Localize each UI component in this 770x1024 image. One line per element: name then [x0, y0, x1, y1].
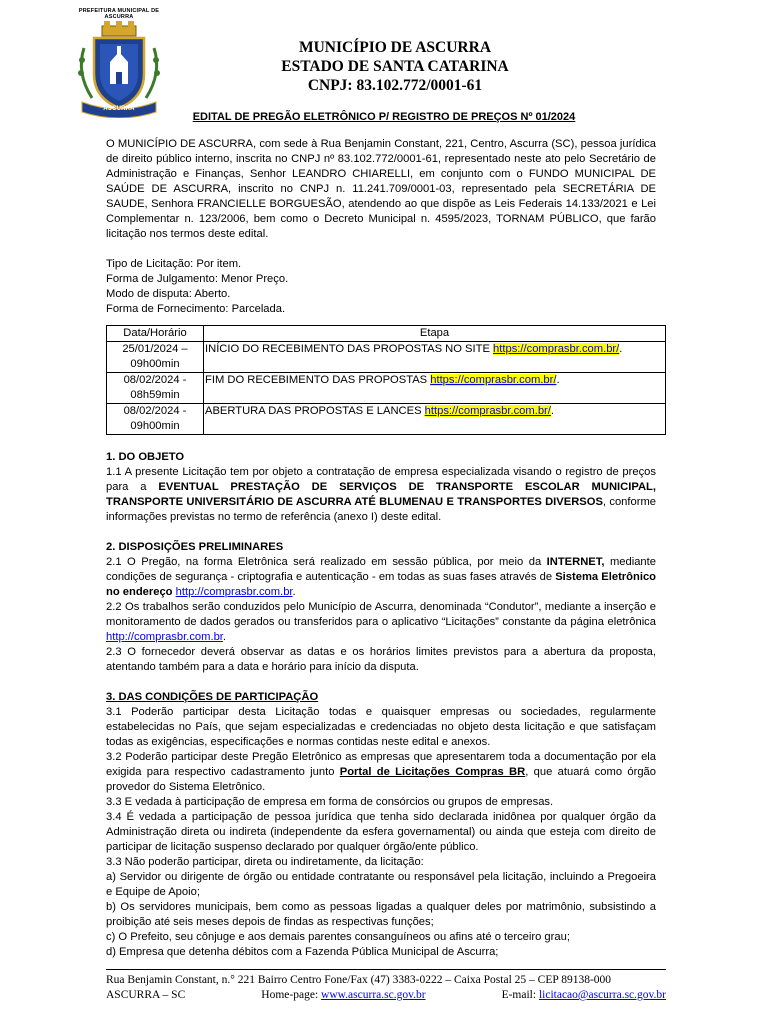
section-heading: 2. DISPOSIÇÕES PRELIMINARES — [106, 541, 284, 553]
schedule-header-row — [107, 326, 666, 342]
comprasbr-link[interactable]: http://comprasbr.com.br — [175, 586, 293, 598]
section-heading: 3. DAS CONDIÇÕES DE PARTICIPAÇÃO — [106, 691, 319, 703]
list-item: b) Os servidores municipais, bem como as pessoas ligadas a qualquer deles por matrimônio, subsistindo a proibição até seis meses depois de findas as respectivas funções; — [106, 901, 656, 928]
section-paragraph: 3.3 Não poderão participar, direta ou indiretamente, da licitação: — [106, 856, 424, 868]
info-line: Forma de Julgamento: Menor Preço. — [106, 273, 289, 285]
header-cnpj: CNPJ: 83.102.772/0001-61 — [307, 77, 483, 94]
document-body — [106, 137, 656, 960]
intro-paragraph: O MUNICÍPIO DE ASCURRA, com sede à Rua Benjamin Constant, 221, Centro, Ascurra (SC), pessoa jurídica de direito público interno, inscrita no CNPJ nº 83.102.772/0001-61, representado neste ato pelo Secretário de Administração e Finanças, Senhor LEANDRO CHIARELLI, em conjunto com o FUNDO MUNICIPAL DE SAÚDE DE ASCURRA, inscrito no CNPJ n. 11.241.709/0001-03, representado pela SECRETÁRIA DE SAUDE, Senhora FRANCIELLE BORGUESÃO, atendendo ao que dispõe as Leis Federais 14.133/2021 e Lei Complementar n. 123/2006, bem como o Decreto Municipal n. 4595/2023, TORNAM PÚBLICO, que farão licitação nos termos deste edital. — [106, 138, 656, 240]
coat-of-arms-icon — [70, 18, 168, 118]
schedule-datetime: 25/01/2024 – 09h00min — [107, 342, 204, 373]
footer-homepage: Home-page: www.ascurra.sc.gov.br — [261, 989, 426, 1001]
bidding-info — [106, 257, 656, 317]
info-line: Tipo de Licitação: Por item. — [106, 258, 242, 270]
section-paragraph: 1.1 A presente Licitação tem por objeto a contratação de empresa especializada visando o registro de preços para a EVENTUAL PRESTAÇÃO DE SERVIÇOS DE TRANSPORTE ESCOLAR MUNICIPAL, TRANSPORTE UNIVERSITÁRIO DE ASCURRA ATÉ BLUMENAU E TRANSPORTES DIVERSOS, conforme informações previstas no termo de referência (anexo I) deste edital. — [106, 466, 656, 523]
comprasbr-link[interactable]: https://comprasbr.com.br/ — [424, 405, 551, 417]
schedule-datetime: 08/02/2024 - 08h59min — [107, 373, 204, 404]
schedule-stage: FIM DO RECEBIMENTO DAS PROPOSTAS https://comprasbr.com.br/. — [204, 373, 666, 404]
section-heading: 1. DO OBJETO — [106, 451, 185, 463]
page-footer — [106, 973, 666, 1003]
list-item: d) Empresa que detenha débitos com a Fazenda Pública Municipal de Ascurra; — [106, 946, 499, 958]
schedule-row — [107, 342, 666, 373]
document-header — [230, 38, 560, 95]
schedule-stage: INÍCIO DO RECEBIMENTO DAS PROPOSTAS NO SITE https://comprasbr.com.br/. — [204, 342, 666, 373]
header-state: ESTADO DE SANTA CATARINA — [281, 58, 509, 75]
schedule-row — [107, 404, 666, 435]
info-line: Forma de Fornecimento: Parcelada. — [106, 303, 286, 315]
crest-caption: PREFEITURA MUNICIPAL DE ASCURRA — [78, 8, 160, 20]
comprasbr-link[interactable]: http://comprasbr.com.br — [106, 631, 223, 643]
footer-divider — [106, 969, 666, 970]
schedule-table — [106, 325, 666, 435]
municipal-crest-logo — [70, 6, 168, 114]
crest-ribbon-text: ASCURRA — [103, 106, 135, 112]
schedule-row — [107, 373, 666, 404]
comprasbr-link[interactable]: https://comprasbr.com.br/ — [493, 343, 620, 355]
footer-address: Rua Benjamin Constant, n.° 221 Bairro Centro Fone/Fax (47) 3383-0222 – Caixa Postal 25 – CEP 89138-000 — [106, 974, 612, 986]
schedule-header-stage: Etapa — [204, 326, 666, 342]
info-line: Modo de disputa: Aberto. — [106, 288, 231, 300]
section-paragraph: 3.2 Poderão participar deste Pregão Eletrônico as empresas que apresentarem toda a documentação por ela exigida para respectivo cadastramento junto Portal de Licitações Compras BR, que atuará como órgão provedor do Sistema Eletrônico. — [106, 751, 656, 793]
schedule-header-date: Data/Horário — [107, 326, 204, 342]
section-paragraph: 2.2 Os trabalhos serão conduzidos pelo Município de Ascurra, denominada “Condutor”, mediante a inserção e monitoramento de dados gerados ou transferidos para o aplicativo “Licitações” constante da página eletrônica http://comprasbr.com.br. — [106, 601, 656, 643]
section-paragraph: 3.1 Poderão participar desta Licitação todas e quaisquer empresas ou sociedades, regularmente estabelecidas no País, que sejam especializadas e credenciadas no objeto desta licitação e que satisfaçam todas as exigências, especificações e normas contidas neste edital e anexos. — [106, 706, 656, 748]
schedule-datetime: 08/02/2024 - 09h00min — [107, 404, 204, 435]
section-paragraph: 2.1 O Pregão, na forma Eletrônica será realizado em sessão pública, por meio da INTERNET, mediante condições de segurança - criptografia e autenticação - em todas as suas fases através de Sistema Eletrônico no endereço http://comprasbr.com.br. — [106, 556, 656, 598]
schedule-stage: ABERTURA DAS PROPOSTAS E LANCES https://comprasbr.com.br/. — [204, 404, 666, 435]
email-link[interactable]: licitacao@ascurra.sc.gov.br — [538, 989, 666, 1001]
footer-city: ASCURRA – SC — [106, 989, 186, 1001]
section-paragraph: 2.3 O fornecedor deverá observar as datas e os horários limites previstos para a abertura da proposta, atentando também para a data e horário para início da disputa. — [106, 646, 656, 673]
list-item: c) O Prefeito, seu cônjuge e aos demais parentes consanguíneos ou afins até o terceiro grau; — [106, 931, 570, 943]
section-paragraph: 3.4 É vedada a participação de pessoa jurídica que tenha sido declarada inidônea por qualquer órgão da Administração direta ou indireta (independente da esfera governamental) ou ainda que esteja com direito de participar de licitação suspenso declarado por qualquer órgão/ente público. — [106, 811, 656, 853]
document-title: EDITAL DE PREGÃO ELETRÔNICO P/ REGISTRO DE PREÇOS Nº 01/2024 — [192, 111, 576, 123]
comprasbr-link[interactable]: https://comprasbr.com.br/ — [430, 374, 557, 386]
footer-email: E-mail: licitacao@ascurra.sc.gov.br — [501, 989, 666, 1001]
section-paragraph: 3.3 E vedada à participação de empresa em forma de consórcios ou grupos de empresas. — [106, 796, 554, 808]
header-municipality: MUNICÍPIO DE ASCURRA — [298, 39, 492, 56]
list-item: a) Servidor ou dirigente de órgão ou entidade contratante ou responsável pela licitação, incluindo a Pregoeira e Equipe de Apoio; — [106, 871, 656, 898]
homepage-link[interactable]: www.ascurra.sc.gov.br — [321, 989, 426, 1001]
